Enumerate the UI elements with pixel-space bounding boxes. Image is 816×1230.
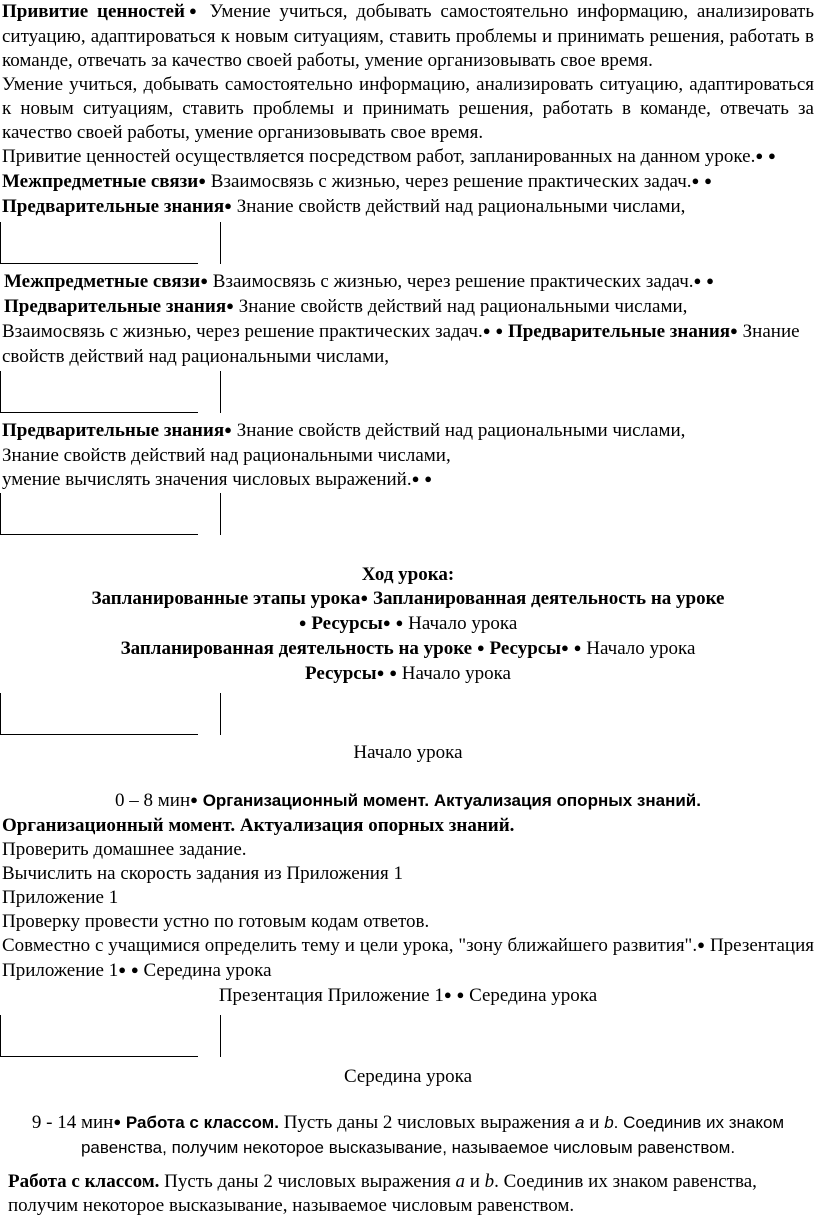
stage2-and: и [465,1171,485,1192]
stage1-line4: Проверку провести устно по готовым кодам ответов. [2,911,430,932]
stage1-title: Организационный момент. Актуализация опорных знаний. [2,815,515,836]
bullet-icon: ● [198,173,207,188]
prior-knowledge-title: Предварительные знания [507,321,731,342]
bullet-icon: ● [411,471,420,486]
planned-activity-title: Запланированная деятельность на уроке [120,638,473,659]
course-header-line3 [0,637,816,662]
stage2-title: Работа с классом. [121,1113,279,1132]
stage1-topic-text: Совместно с учащимися определить тему и цели урока, "зону ближайшего развития". [2,935,698,956]
course-title [0,563,816,587]
prior-knowledge-title: Предварительные знания [2,196,225,217]
course-header-line1 [0,587,816,612]
stage2-text: Пусть даны 2 числовых выражения [159,1171,456,1192]
bullet-icon: ● [224,198,232,213]
stage2-text: Пусть даны 2 числовых выражения [278,1112,576,1133]
variable-b: b [484,1171,495,1192]
stage1-heading [0,789,816,814]
bullet-icon: ● [697,937,706,952]
variable-b: b [604,1113,614,1132]
prior-knowledge-text: Знание свойств действий над рациональными числами, [2,321,800,367]
resources-title: Ресурсы [305,663,377,684]
presentation-text: Презентация Приложение 1 [2,935,814,981]
bullet-icon: ● [224,422,232,437]
interdisciplinary-title: Межпредметные связи [2,171,199,192]
presentation-text: Презентация Приложение 1 [218,985,444,1006]
course-title-text: Ход урока: [361,564,455,585]
variable-a: a [575,1113,585,1132]
lesson-start-text: Начало урока [397,663,511,684]
bullet-icon: ● [767,148,776,163]
bullet-icon: ● [376,665,385,680]
bullet-icon: ● [456,987,465,1002]
lesson-start-text: Начало урока [403,613,518,634]
interdisciplinary-paragraph [0,270,816,320]
values-implementation-paragraph [0,145,816,220]
resources-title: Ресурсы [484,638,562,659]
planned-activity-title: Запланированная деятельность на уроке [368,588,725,609]
table-cell-divider [0,1015,222,1061]
lesson-start-label: Начало урока [353,742,463,763]
prior-knowledge-title: Предварительные знания [2,420,225,441]
resources-title: Ресурсы [306,613,383,634]
bullet-icon: ● [118,962,127,977]
bullet-icon: ● [706,273,714,288]
prior-knowledge-title: Предварительные знания [4,296,227,317]
values-text: Умение учиться, добывать самостоятельно информацию, анализировать ситуацию, адаптироваться к новым ситуациям, ставить проблемы и принимать решения, работать в команде, отвечать за качество своей работы, умение организовывать свое время. [2,1,815,71]
implementation-text: Привитие ценностей осуществляется посредством работ, запланированных на данном уроке. [2,146,756,167]
bullet-icon: ● [190,792,198,807]
bullet-icon: ● [395,615,404,630]
bullet-icon: ● [424,471,433,486]
stage2-text: . Соединив их знаком равенства, получим некоторое высказывание, называемое числовым равенством. [8,1171,757,1216]
interdisciplinary-text: Взаимосвязь с жизнью, через решение практических задач. [206,171,692,192]
bullet-icon: ● [482,323,491,338]
bullet-icon: ● [130,962,139,977]
lesson-middle-text: Середина урока [464,985,598,1006]
bullet-icon: ● [113,1114,122,1129]
bullet-icon: ● [298,615,307,630]
prior-knowledge-text: Знание свойств действий над рациональными числами, [231,196,686,217]
stage1-title: Организационный момент. Актуализация опорных знаний. [197,791,701,810]
bullet-icon: ● [226,298,234,313]
stage2-time: 9 - 14 мин [31,1112,114,1133]
course-header-line2 [0,612,816,637]
bullet-icon: ● [561,640,569,655]
prior-knowledge-paragraph [0,419,816,493]
bullet-icon: ● [443,987,452,1002]
table-cell-divider [0,693,222,739]
prior-knowledge-text: Знание свойств действий над рациональными числами, [231,420,686,441]
stage1-line5 [0,934,816,984]
interdisciplinary-title: Межпредметные связи [4,271,201,292]
skills-paragraph: Умение учиться, добывать самостоятельно информацию, анализировать ситуацию, адаптироваться к новым ситуациям, ставить проблемы и принимать решения, работать в команде, отвечать за качество своей работы, умение организовывать свое время. [2,74,814,143]
interconnection-paragraph [0,320,816,369]
interconnection-text: Взаимосвязь с жизнью, через решение практических задач. [2,321,483,342]
bullet-icon: ● [573,640,582,655]
stage1-line6 [0,984,816,1009]
bullet-icon: ● [476,640,485,655]
stage2-title: Работа с классом. [8,1171,160,1192]
bullet-icon: ● [495,323,504,338]
stage1-line3: Приложение 1 [2,887,119,908]
bullet-icon: ● [382,615,391,630]
bullet-icon: ● [755,148,764,163]
bullet-icon: ● [360,590,369,605]
table-cell-divider [0,222,222,268]
lesson-middle-label: Середина урока [343,1066,473,1087]
interdisciplinary-text: Взаимосвязь с жизнью, через решение практических задач. [208,271,694,292]
bullet-icon: ● [184,3,201,18]
prior-knowledge-text: Знание свойств действий над рациональными числами, [233,296,688,317]
lesson-start-text: Начало урока [581,638,696,659]
stage1-title-repeat [0,814,816,838]
bullet-icon: ● [200,273,209,288]
stage2-and: и [584,1112,605,1133]
stage2-paragraph-repeat [0,1170,816,1218]
bullet-icon: ● [704,173,712,188]
values-paragraph [0,0,816,73]
lesson-middle-text: Середина урока [138,960,272,981]
table-cell-divider [0,371,222,417]
table-cell-divider [0,493,222,539]
prior-knowledge-line3: умение вычислять значения числовых выражений. [2,469,412,490]
stage2-paragraph [0,1111,816,1160]
bullet-icon: ● [691,173,700,188]
prior-knowledge-line2: Знание свойств действий над рациональными числами, [2,445,451,466]
stage2-text: . Соединив их знаком равенства, получим некоторое высказывание, называемое числовым равенством. [80,1113,785,1157]
variable-a: a [455,1171,465,1192]
bullet-icon: ● [730,323,738,338]
planned-stages-title: Запланированные этапы урока [91,588,361,609]
bullet-icon: ● [389,665,398,680]
stage1-time: 0 – 8 мин [115,790,191,811]
bullet-icon: ● [693,273,702,288]
stage1-line1: Проверить домашнее задание. [2,839,247,860]
stage1-line2: Вычислить на скорость задания из Приложения 1 [2,863,403,884]
course-header-line4 [0,662,816,687]
values-title: Привитие ценностей [2,1,185,22]
